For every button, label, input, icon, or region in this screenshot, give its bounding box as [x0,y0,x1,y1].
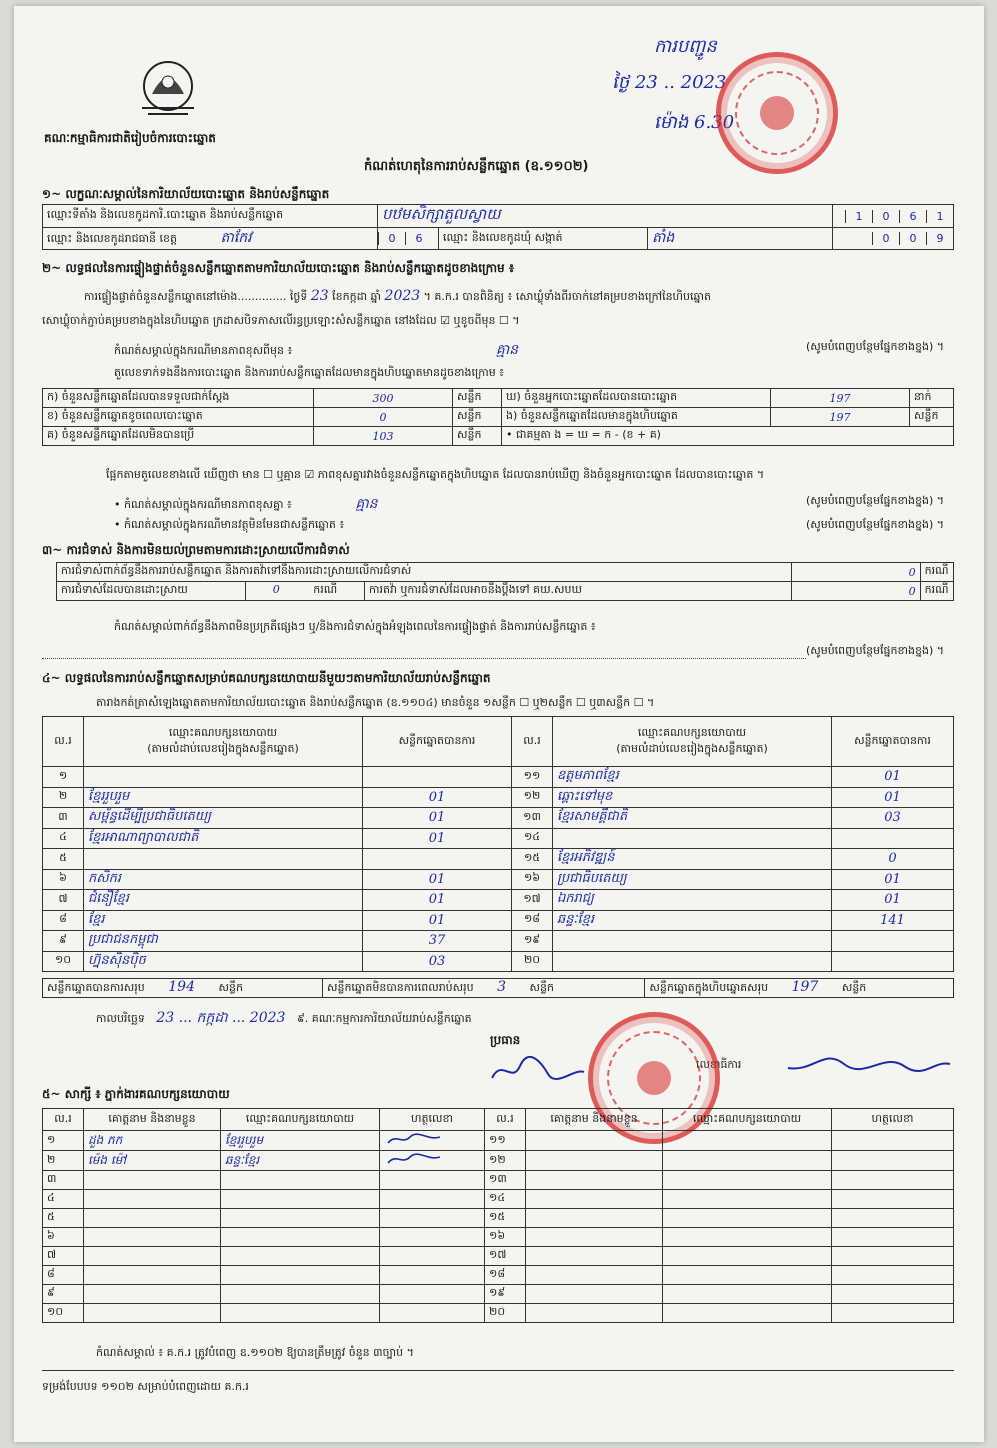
party-no: ១៣ [512,808,553,829]
witness-no: ៨ [43,1266,84,1285]
witness-party [221,1228,380,1247]
verification-text-a: ការផ្ទៀងផ្ទាត់ចំនួនសន្លឹកឆ្នោតនៅម៉ោង.............. ថ្ងៃទី [84,290,308,303]
station-name-label: ឈ្មោះទីតាំង និងលេខកូដការិ.បោះឆ្នោត និងរាប់សន្លឹកឆ្នោត [43,205,378,228]
witness-no: ៦ [43,1228,84,1247]
case-unit: ករណី [920,582,953,601]
difference-check-text: ផ្អែកតាមតួលេខខាងលើ ឃើញថា មាន ☐ ឬគ្មាន ☑ ភាពខុសគ្នារវាងចំនួនសន្លឹកឆ្នោតក្នុងហិបឆ្នោត ដែលបានរាប់ឃើញ និងចំនួនអ្នកបោះឆ្នោត ដែលបានបោះឆ្នោត ។ [106,468,765,481]
station-code-digit: 0 [872,210,899,223]
result-row [43,910,954,931]
unit-label: នាក់ [910,389,954,408]
voters-voted-value: 197 [771,389,910,408]
witness-signature [832,1285,954,1304]
party-name: ខ្មែរសាមគ្គីជាតិ [553,808,832,829]
party-no: ១៨ [512,910,553,931]
party-no: ១៩ [512,931,553,952]
verification-year: 2023 [384,288,421,304]
col-sign: ហត្ថលេខា [832,1109,954,1131]
party-name [553,828,832,849]
witness-row [43,1151,954,1171]
irregularity-note: (សូមបំពេញបន្ថែមផ្នែកខាងខ្នង) ។ [806,644,944,660]
witness-no: ៣ [43,1171,84,1190]
party-name: ឧត្តមភាពខ្មែរ [553,767,832,788]
result-row [43,767,954,788]
total-unit: សន្លឹក [529,981,554,994]
remark-foreign-objects-label: • កំណត់សម្គាល់ក្នុងករណីមានវត្ថុមិនមែនជាសន្លឹកឆ្នោត ៖ [114,518,345,531]
witness-no: ៤ [43,1190,84,1209]
witness-signature [832,1228,954,1247]
case-unit: ករណី [920,563,953,582]
party-name: សម្ព័ន្ធដើម្បីប្រជាធិបតេយ្យ [84,808,363,829]
nec-emblem-logo [132,54,204,124]
witness-party [663,1131,832,1151]
total-box [645,979,954,998]
party-votes [832,931,954,952]
col-party [553,717,832,767]
witness-row [43,1228,954,1247]
col-party: ឈ្មោះគណបក្សនយោបាយ [221,1109,380,1131]
total-invalid-label: សន្លឹកឆ្នោតមិនបានការពេលរាប់សរុប [326,981,474,994]
witness-name [84,1247,221,1266]
witness-name [526,1304,663,1323]
date-value: 23 ... កក្កដា ... 2023 [156,1010,286,1026]
witness-signature [380,1171,485,1190]
unused-ballots-value: 103 [314,427,453,446]
col-party-title: ឈ្មោះគណបក្សនយោបាយ [637,725,747,739]
witness-no: ៧ [43,1247,84,1266]
witness-party [663,1247,832,1266]
party-no: ១២ [512,787,553,808]
province-value: តាកែវ [220,230,252,246]
party-votes [832,828,954,849]
party-votes [363,849,512,870]
witness-signature [380,1304,485,1323]
witness-no: ១ [43,1131,84,1151]
party-no: ១០ [43,951,84,972]
party-no: ៨ [43,910,84,931]
witness-row [43,1171,954,1190]
resolved-complaints-label: ការជំទាស់ដែលបានដោះស្រាយ [57,582,246,601]
province-label-text: ឈ្មោះ និងលេខកូដរាជធានី ខេត្ត [47,232,177,245]
province-label [43,228,378,250]
org-name: គណៈកម្មាធិការជាតិរៀបចំការបោះឆ្នោត [44,131,216,145]
remark-difference-note: (សូមបំពេញបន្ថែមផ្នែកខាងខ្នង) ។ [805,494,944,507]
verification-day: 23 [310,288,329,304]
form-sheet [14,6,984,1442]
party-votes: 01 [832,787,954,808]
col-name: គោត្តនាម និងនាមខ្លួន [84,1109,221,1131]
witness-party [663,1228,832,1247]
irregularity-remark: កំណត់សម្គាល់ពាក់ព័ន្ធនឹងភាពមិនប្រក្រតីផ្សេងៗ ឬ/និងការជំទាស់ក្នុងអំឡុងពេលនៃការផ្ទៀងផ្ទាត់ និងការរាប់សន្លឹកឆ្នោត ៖ [114,620,596,633]
witness-row [43,1209,954,1228]
total-invalid-value: 3 [497,979,507,995]
witness-no: ១២ [485,1151,526,1171]
witness-no: ៥ [43,1209,84,1228]
party-name: ខ្មែររួបរួម [84,787,363,808]
total-box-value: 197 [791,979,819,995]
party-votes: 01 [832,869,954,890]
footer-divider [42,1370,954,1371]
total-unit: សន្លឹក [218,981,243,994]
result-row [43,890,954,911]
unit-label: សន្លឹក [453,427,502,446]
date-line [96,1008,472,1029]
complaints-label: ការជំទាស់ពាក់ព័ន្ធនឹងការរាប់សន្លឹកឆ្នោត និងការតវ៉ាទៅនឹងការដោះស្រាយលើការជំទាស់ [57,563,792,582]
witness-name: ដួង ភក [84,1131,221,1151]
witness-row [43,1131,954,1151]
form-remark: កំណត់សម្គាល់ ៖ គ.ក.រ ត្រូវបំពេញ ឧ.១១០២ ឱ្យបានត្រឹមត្រូវ ចំនួន ៣ច្បាប់ ។ [96,1346,414,1359]
witness-name [84,1228,221,1247]
col-name: គោត្តនាម និងនាមខ្លួន [526,1109,663,1131]
secretary-label: លេខាធិការ [696,1058,742,1071]
delivery-note-line2: ថ្ងៃ 23 .. 2023 [612,72,727,93]
witness-signature-mark [384,1131,444,1147]
witness-party [221,1171,380,1190]
figures-intro: តួលេខទាក់ទងនឹងការបោះឆ្នោត និងការរាប់សន្លឹកឆ្នោតដែលមានក្នុងហិបឆ្នោតមានដូចខាងក្រោម ៖ [114,366,505,379]
result-row [43,787,954,808]
irregularity-line [42,644,944,659]
remark-foreign-objects-note: (សូមបំពេញបន្ថែមផ្នែកខាងខ្នង) ។ [805,518,944,531]
witness-no: ១១ [485,1131,526,1151]
witness-signature [832,1266,954,1285]
witness-signature-mark [384,1151,444,1167]
official-stamp-top [716,52,838,174]
total-valid [43,979,323,998]
col-votes: សន្លឹកឆ្នោតបានការ [832,717,954,767]
witness-party [663,1285,832,1304]
col-party-sub: (តាមលំដាប់លេខរៀងក្នុងសន្លឹកឆ្នោត) [147,741,299,755]
resolved-complaints-value: 0 [272,583,280,596]
tally-intro: តារាងកត់ត្រាសំឡេងឆ្នោតតាមការិយាល័យបោះឆ្នោត និងរាប់សន្លឹកឆ្នោត (ឧ.១១០៤) មានចំនួន ១សន្លឹក ☐ ឬ២សន្លឹក ☐ ឬ៣សន្លឹក ☐ ។ [96,696,655,709]
remark-diff-before-value: គ្មាន [495,342,519,358]
witness-signature [380,1190,485,1209]
witness-name [526,1209,663,1228]
witness-name [84,1304,221,1323]
verification-text-b: ខែកក្កដា ឆ្នាំ [332,290,382,303]
result-row [43,951,954,972]
witness-name [84,1266,221,1285]
party-votes: 01 [832,767,954,788]
commission-label: ៩. គណៈកម្មការការិយាល័យរាប់សន្លឹកឆ្នោត [296,1012,472,1025]
party-name: ឯករាជ្យ [553,890,832,911]
witness-party [663,1151,832,1171]
party-name: ខ្មែរ [84,910,363,931]
resolved-complaints-cell [246,582,365,601]
witness-no: ១៩ [485,1285,526,1304]
voters-voted-label: ឃ) ចំនួនអ្នកបោះឆ្នោតដែលបានបោះឆ្នោត [502,389,771,408]
col-party-sub: (តាមលំដាប់លេខរៀងក្នុងសន្លឹកឆ្នោត) [616,741,768,755]
total-valid-label: សន្លឹកឆ្នោតបានការសរុប [47,981,145,994]
witness-party [221,1266,380,1285]
witness-name [526,1285,663,1304]
party-no: ៣ [43,808,84,829]
commune-value: តាំង [648,228,833,250]
party-votes: 03 [363,951,512,972]
commune-code-digit: 0 [872,232,899,245]
party-no: ១ [43,767,84,788]
witness-row [43,1304,954,1323]
witness-name [526,1228,663,1247]
date-label: កាលបរិច្ឆេទ [96,1012,145,1025]
party-no: ៦ [43,869,84,890]
complaints-table [56,562,954,601]
witness-signature [380,1247,485,1266]
ballots-in-box-value: 197 [771,408,910,427]
party-name: ប្រជាជនកម្ពុជា [84,931,363,952]
party-votes: 01 [363,869,512,890]
section-1-heading: ១~ លក្ខណៈសម្គាល់នៃការិយាល័យបោះឆ្នោត និងរាប់សន្លឹកឆ្នោត [42,187,330,201]
station-code-digit: 1 [845,210,872,223]
verification-line [84,288,711,306]
remark-difference-label: • កំណត់សម្គាល់ក្នុងករណីមានភាពខុសគ្នា ៖ [114,498,292,511]
remark-diff-before-label: កំណត់សម្គាល់ក្នុងករណីមានភាពខុសពីមុន ៖ [114,344,293,357]
witness-signature [832,1171,954,1190]
unit-label: សន្លឹក [453,389,502,408]
section-4-heading: ៤~ លទ្ធផលនៃការរាប់សន្លឹកឆ្នោតសម្រាប់គណបក្សនយោបាយនីមួយៗតាមការិយាល័យរាប់សន្លឹកឆ្នោត [42,671,491,685]
col-party: ឈ្មោះគណបក្សនយោបាយ [663,1109,832,1131]
party-name [553,951,832,972]
chair-signature [488,1054,588,1088]
formula-note: • ជាគម្មតា ង = ឃ = ក - (ខ + គ) [502,427,954,446]
party-name [553,931,832,952]
witness-signature [380,1285,485,1304]
commune-code-digit: 0 [899,232,926,245]
station-code-digit: 6 [899,210,926,223]
witness-party [663,1209,832,1228]
party-votes: 0 [832,849,954,870]
witness-party [221,1247,380,1266]
station-code [833,205,954,228]
witness-name [526,1171,663,1190]
witness-name [526,1131,663,1151]
witness-party [663,1171,832,1190]
witness-no: ១៥ [485,1209,526,1228]
unused-ballots-label: គ) ចំនួនសន្លឹកឆ្នោតដែលមិនបានប្រើ [43,427,314,446]
section-2-heading: ២~ លទ្ធផលនៃការផ្ទៀងផ្ទាត់ចំនួនសន្លឹកឆ្នោតតាមការិយាល័យបោះឆ្នោត និងរាប់សន្លឹកឆ្នោតដូចខាងក្រោម ៖ [42,261,515,275]
province-code [378,228,439,250]
witness-name [526,1266,663,1285]
witness-name [526,1247,663,1266]
ballots-in-box-label: ង) ចំនួនសន្លឹកឆ្នោតដែលមានក្នុងហិបឆ្នោត [502,408,771,427]
witnesses-table [42,1108,954,1323]
total-unit: សន្លឹក [841,981,867,994]
complaints-value: 0 [791,563,920,582]
party-votes: 01 [363,828,512,849]
col-votes: សន្លឹកឆ្នោតបានការ [363,717,512,767]
remark-difference-value: គ្មាន [355,496,378,512]
party-no: ៥ [43,849,84,870]
remark-diff-before [114,340,944,361]
witness-no: ២០ [485,1304,526,1323]
party-name: ហ្វ៊ុនស៊ិនប៉ិច [84,951,363,972]
seal-status-text: សោឃ្លុំចាក់ភ្ជាប់គម្របខាងក្នុងនៃហិបឆ្នោត ក្រដាសបិទភាសលើរន្ធប្រឡោះសំសន្លឹកឆ្នោត នៅងដែល ☑ ឬខូចពីមុន ☐ ។ [42,314,520,327]
remark-diff-before-note: (សូមបំពេញបន្ថែមផ្នែកខាងខ្នង) ។ [805,340,944,353]
witness-signature [832,1247,954,1266]
party-no: ១៧ [512,890,553,911]
col-no: ល.រ [512,717,553,767]
witness-signature [380,1228,485,1247]
party-name: ឆន្ទៈខ្មែរ [553,910,832,931]
witness-no: ១៣ [485,1171,526,1190]
witness-signature [832,1190,954,1209]
chair-label: ប្រធាន [490,1033,521,1047]
col-no: ល.រ [43,717,84,767]
unit-label: សន្លឹក [910,408,954,427]
party-votes: 01 [363,890,512,911]
total-box-label: សន្លឹកឆ្នោតក្នុងហិបឆ្នោតសរុប [649,981,769,994]
party-no: ៧ [43,890,84,911]
party-votes: 01 [363,787,512,808]
witness-row [43,1266,954,1285]
col-sign: ហត្ថលេខា [380,1109,485,1131]
witness-no: ១៤ [485,1190,526,1209]
commune-code [833,228,954,250]
result-row [43,808,954,829]
witness-signature [380,1266,485,1285]
witness-row [43,1285,954,1304]
secretary-signature [784,1042,954,1082]
party-name: កសិករ [84,869,363,890]
witness-signature [380,1151,485,1171]
witness-party [221,1304,380,1323]
result-row [43,849,954,870]
remark-difference [114,494,944,515]
remark-foreign-objects [114,518,944,534]
witness-no: ១៨ [485,1266,526,1285]
witness-name [526,1190,663,1209]
unit-label: សន្លឹក [453,408,502,427]
section-5-heading: ៥~ សាក្សី ៖ ភ្នាក់ងារគណបក្សនយោបាយ [42,1087,230,1101]
commune-code-digit: 9 [926,232,953,245]
appeal-complaints-label: ការតវ៉ា ឬការជំទាស់ដែលអាចនឹងប្តឹងទៅ គឃ.សបឃ [365,582,792,601]
witness-name [84,1285,221,1304]
total-valid-value: 194 [168,979,195,995]
party-no: ៤ [43,828,84,849]
witness-signature [380,1209,485,1228]
witness-no: ២ [43,1151,84,1171]
party-no: ១១ [512,767,553,788]
witness-no: ១៧ [485,1247,526,1266]
witness-party [663,1190,832,1209]
party-votes: 03 [832,808,954,829]
party-name: ឆ្ពោះទៅមុខ [553,787,832,808]
case-unit: ករណី [313,583,338,596]
result-row [43,828,954,849]
witness-no: ១០ [43,1304,84,1323]
received-ballots-value: 300 [314,389,453,408]
station-name-value: បឋមសិក្សាតួលស្វាយ [378,205,833,228]
party-name: ខ្មែរអភិវឌ្ឍន៍ [553,849,832,870]
witness-row [43,1247,954,1266]
polling-station-table [42,204,954,250]
witness-party [221,1285,380,1304]
form-footer: ទម្រង់បែបបទ ១១០២ សម្រាប់បំពេញដោយ គ.ក.រ [42,1380,249,1393]
delivery-note-line1: ការបញ្ជូន [654,36,717,57]
witness-signature [832,1304,954,1323]
party-votes: 141 [832,910,954,931]
witness-party: ឆន្ទៈខ្មែរ [221,1151,380,1171]
witness-name [84,1209,221,1228]
party-votes: 01 [832,890,954,911]
commune-label: ឈ្មោះ និងលេខកូដឃុំ សង្កាត់ [439,228,648,250]
witness-signature [832,1209,954,1228]
ballot-figures-table [42,388,954,446]
party-votes: 37 [363,931,512,952]
station-code-digit: 1 [926,210,953,223]
party-votes [363,767,512,788]
witness-party [221,1190,380,1209]
witness-signature [832,1151,954,1171]
party-no: ១៥ [512,849,553,870]
witness-party [221,1209,380,1228]
verification-text-c: ។ គ.ក.រ បានពិនិត្យ ៖ សោឃ្លុំទាំងពីរចាក់នៅគម្របខាងក្រៅនៃហិបឆ្នោត [423,290,711,303]
province-code-digit: 6 [405,232,432,245]
witness-party: ខ្មែររួបរួម [221,1131,380,1151]
party-name [84,767,363,788]
witness-name [526,1151,663,1171]
witness-name [84,1190,221,1209]
party-no: ២០ [512,951,553,972]
result-row [43,869,954,890]
party-no: ២ [43,787,84,808]
party-name: ខ្មែរអាណាព្យាបាលជាតិ [84,828,363,849]
witness-row [43,1190,954,1209]
spoiled-ballots-label: ខ) ចំនួនសន្លឹកឆ្នោតខូចពេលបោះឆ្នោត [43,408,314,427]
party-no: ៩ [43,931,84,952]
received-ballots-label: ក) ចំនួនសន្លឹកឆ្នោតដែលបានទទួលជាក់ស្តែង [43,389,314,408]
total-invalid [322,979,644,998]
col-no: ល.រ [485,1109,526,1131]
witness-signature [832,1131,954,1151]
witness-signature [380,1131,485,1151]
witness-party [663,1266,832,1285]
totals-table [42,978,954,998]
party-no: ១៦ [512,869,553,890]
witness-no: ១៦ [485,1228,526,1247]
witness-no: ៩ [43,1285,84,1304]
party-name: ជំនឿខ្មែរ [84,890,363,911]
witness-name [84,1171,221,1190]
witness-party [663,1304,832,1323]
party-name [84,849,363,870]
witness-name: ម៉េង ម៉ៅ [84,1151,221,1171]
party-votes [832,951,954,972]
province-code-digit: 0 [378,232,405,245]
delivery-note-line3: ម៉ោង 6.30 [654,112,735,133]
spoiled-ballots-value: 0 [314,408,453,427]
party-no: ១៤ [512,828,553,849]
form-title: កំណត់ហេតុនៃការរាប់សន្លឹកឆ្នោត (ឧ.១១០២) [364,159,589,174]
party-name: ប្រជាធិបតេយ្យ [553,869,832,890]
party-votes: 01 [363,910,512,931]
col-party [84,717,363,767]
col-no: ល.រ [43,1109,84,1131]
appeal-complaints-value: 0 [791,582,920,601]
party-results-table [42,716,954,972]
col-party-title: ឈ្មោះគណបក្សនយោបាយ [168,725,278,739]
result-row [43,931,954,952]
section-3-heading: ៣~ ការជំទាស់ និងការមិនយល់ព្រមតាមការដោះស្រាយលើការជំទាស់ [42,543,350,557]
party-votes: 01 [363,808,512,829]
